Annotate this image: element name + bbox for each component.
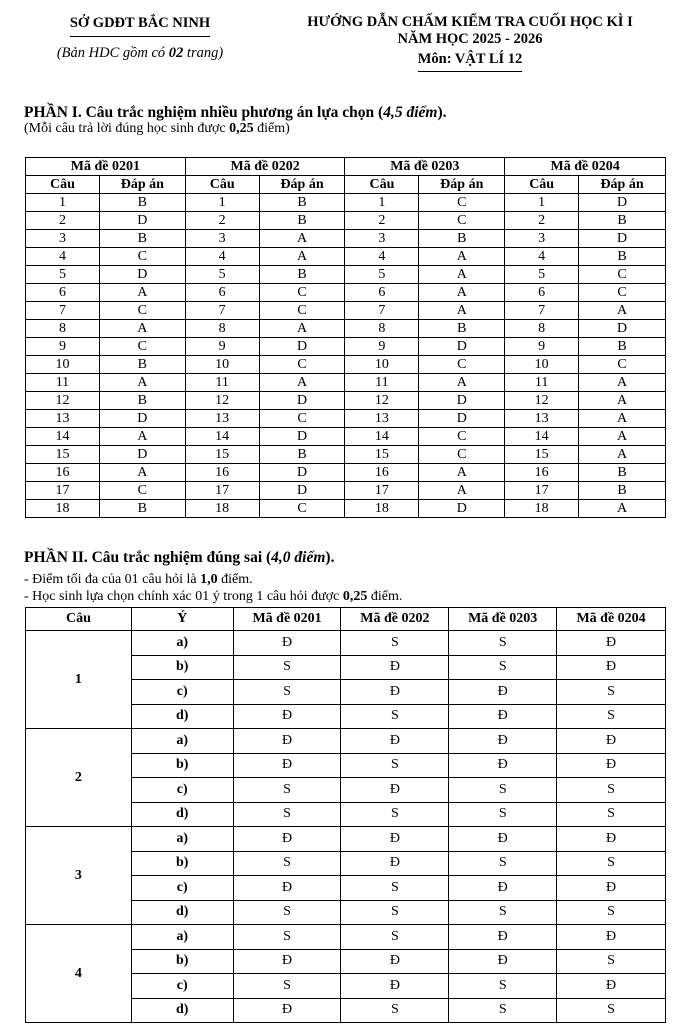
answer-cell: D [259,464,345,482]
answer-cell: D [99,446,185,464]
answer-cell: Đ [233,729,341,754]
item-label: c) [131,876,233,901]
answer-cell: Đ [341,949,449,974]
answer-cell: Đ [341,680,449,705]
header-right [270,14,670,72]
answer-cell: A [99,428,185,446]
answer-cell: S [557,900,666,925]
answer-cell: A [579,500,666,518]
item-label: d) [131,998,233,1023]
question-number: 13 [505,410,579,428]
question-number: 18 [26,500,100,518]
question-number: 4 [345,248,419,266]
answer-cell: Đ [233,949,341,974]
question-number: 7 [505,302,579,320]
answer-column-header: Đáp án [99,176,185,194]
item-label: a) [131,631,233,656]
question-number: 8 [505,320,579,338]
answer-cell: B [99,356,185,374]
answer-cell: S [341,925,449,950]
answer-cell: S [233,802,341,827]
answer-cell: A [419,482,505,500]
question-column-header: Câu [185,176,259,194]
answer-cell: Đ [449,925,557,950]
answer-cell: D [419,410,505,428]
question-number: 12 [26,392,100,410]
question-number: 5 [505,266,579,284]
question-number: 11 [345,374,419,392]
answer-cell: Đ [341,778,449,803]
answer-cell: B [99,194,185,212]
question-number: 11 [505,374,579,392]
answer-cell: A [419,248,505,266]
answer-row [26,230,666,248]
question-number: 3 [26,827,132,925]
question-number: 9 [505,338,579,356]
answer-cell: Đ [341,827,449,852]
question-number: 13 [345,410,419,428]
answer-cell: B [259,194,345,212]
item-label: c) [131,974,233,999]
question-number: 17 [505,482,579,500]
exam-code-header: Mã đề 0202 [341,608,449,631]
question-number: 17 [26,482,100,500]
question-number: 15 [345,446,419,464]
answer-row [26,320,666,338]
answer-cell: S [233,655,341,680]
exam-code-header: Mã đề 0204 [505,158,666,176]
answer-cell: D [419,338,505,356]
answer-row [26,482,666,500]
answer-cell: A [99,320,185,338]
question-number: 1 [345,194,419,212]
item-label: d) [131,900,233,925]
answer-cell: D [259,338,345,356]
answer-cell: A [419,302,505,320]
answer-cell: B [579,212,666,230]
answer-cell: Đ [557,925,666,950]
answer-cell: Đ [449,704,557,729]
answer-cell: B [579,338,666,356]
answer-cell: B [99,500,185,518]
answer-cell: B [419,230,505,248]
answer-cell: Đ [233,753,341,778]
answer-cell: D [259,392,345,410]
question-number: 3 [345,230,419,248]
question-number: 7 [185,302,259,320]
answer-cell: B [259,212,345,230]
answer-cell: A [419,284,505,302]
question-number: 13 [26,410,100,428]
answer-cell: S [449,974,557,999]
question-number: 5 [185,266,259,284]
answer-cell: A [579,446,666,464]
question-number: 7 [345,302,419,320]
question-number: 8 [345,320,419,338]
question-number: 17 [345,482,419,500]
answer-cell: Đ [557,827,666,852]
answer-cell: Đ [557,655,666,680]
answer-cell: D [419,500,505,518]
question-number: 10 [185,356,259,374]
answer-cell: A [579,410,666,428]
answer-cell: C [419,194,505,212]
answer-row [26,194,666,212]
answer-cell: S [557,704,666,729]
question-number: 2 [26,212,100,230]
answer-cell: Đ [233,827,341,852]
answer-cell: S [341,998,449,1023]
item-label: b) [131,753,233,778]
answer-cell: Đ [449,827,557,852]
question-number: 3 [505,230,579,248]
answer-cell: C [99,302,185,320]
answer-cell: B [579,464,666,482]
question-number: 5 [26,266,100,284]
answer-cell: D [99,212,185,230]
answer-cell: B [99,230,185,248]
answer-cell: S [341,753,449,778]
exam-code-header: Mã đề 0203 [345,158,505,176]
answer-cell: S [449,998,557,1023]
page-count-note: (Bản HDC gồm có 02 trang) [56,45,224,61]
item-column-header: Ý [131,608,233,631]
question-number: 1 [185,194,259,212]
answer-cell: S [557,998,666,1023]
answer-cell: D [99,266,185,284]
exam-code-header: Mã đề 0202 [185,158,345,176]
answer-cell: D [579,194,666,212]
question-number: 11 [185,374,259,392]
answer-cell: B [259,446,345,464]
answer-cell: S [557,680,666,705]
answer-row [26,464,666,482]
answer-cell: S [341,704,449,729]
answer-cell: C [419,428,505,446]
answer-cell: S [341,900,449,925]
answer-cell: S [341,802,449,827]
answer-cell: A [99,284,185,302]
answer-row [26,284,666,302]
question-column-header: Câu [505,176,579,194]
question-number: 9 [26,338,100,356]
question-number: 10 [345,356,419,374]
question-number: 2 [26,729,132,827]
question-number: 16 [26,464,100,482]
answer-cell: S [233,925,341,950]
answer-row [26,248,666,266]
question-number: 6 [505,284,579,302]
answer-cell: D [579,230,666,248]
answer-cell: S [557,949,666,974]
answer-column-header: Đáp án [419,176,505,194]
answer-cell: A [419,374,505,392]
question-number: 14 [185,428,259,446]
answer-cell: C [579,284,666,302]
answer-cell: A [579,392,666,410]
question-column-header: Câu [26,608,132,631]
question-number: 7 [26,302,100,320]
answer-cell: C [99,338,185,356]
answer-cell: D [259,428,345,446]
true-false-row [26,631,666,656]
answer-cell: Đ [557,631,666,656]
answer-cell: A [99,464,185,482]
question-number: 3 [185,230,259,248]
answer-cell: B [419,320,505,338]
question-number: 2 [185,212,259,230]
answer-cell: A [259,374,345,392]
item-label: c) [131,778,233,803]
exam-code-header: Mã đề 0203 [449,608,557,631]
answer-cell: A [99,374,185,392]
item-label: a) [131,925,233,950]
true-false-row [26,729,666,754]
answer-cell: S [449,851,557,876]
answer-cell: S [233,680,341,705]
question-number: 14 [505,428,579,446]
answer-cell: B [579,482,666,500]
answer-cell: Đ [233,631,341,656]
answer-cell: S [449,778,557,803]
answer-cell: A [579,428,666,446]
answer-cell: C [579,356,666,374]
subject-label: Môn: VẬT LÍ 12 [418,51,523,72]
question-number: 10 [505,356,579,374]
answer-cell: C [579,266,666,284]
answer-row [26,410,666,428]
part2-rule-2: - Học sinh lựa chọn chính xác 01 ý trong 1 câu hỏi được 0,25 điểm. [24,589,403,604]
true-false-row [26,827,666,852]
answer-cell: D [99,410,185,428]
answer-cell: C [259,302,345,320]
answer-cell: C [259,356,345,374]
question-number: 1 [505,194,579,212]
answer-cell: C [259,284,345,302]
answer-cell: C [419,356,505,374]
school-year: NĂM HỌC 2025 - 2026 [397,31,543,47]
item-label: a) [131,729,233,754]
question-number: 2 [505,212,579,230]
answer-cell: A [259,248,345,266]
answer-row [26,374,666,392]
question-number: 2 [345,212,419,230]
answer-cell: S [233,851,341,876]
document-title: HƯỚNG DẪN CHẤM KIỂM TRA CUỐI HỌC KÌ I [307,14,633,30]
question-number: 15 [505,446,579,464]
part2-rule-1: - Điểm tối đa của 01 câu hỏi là 1,0 điểm. [24,572,253,587]
answer-cell: Đ [449,876,557,901]
question-number: 15 [185,446,259,464]
question-number: 18 [345,500,419,518]
question-number: 6 [345,284,419,302]
answer-cell: C [259,410,345,428]
question-number: 8 [185,320,259,338]
answer-cell: S [233,974,341,999]
answer-row [26,212,666,230]
exam-code-header: Mã đề 0204 [557,608,666,631]
answer-cell: B [99,392,185,410]
answer-cell: S [233,778,341,803]
answer-cell: A [579,302,666,320]
question-number: 16 [505,464,579,482]
question-column-header: Câu [345,176,419,194]
question-number: 14 [26,428,100,446]
answer-cell: Đ [557,876,666,901]
answer-cell: Đ [233,876,341,901]
answer-row [26,302,666,320]
item-label: a) [131,827,233,852]
question-number: 13 [185,410,259,428]
answer-cell: Đ [449,680,557,705]
answer-cell: S [557,802,666,827]
answer-cell: S [557,851,666,876]
exam-code-header: Mã đề 0201 [26,158,186,176]
question-number: 3 [26,230,100,248]
question-number: 8 [26,320,100,338]
question-number: 4 [505,248,579,266]
answer-cell: Đ [233,704,341,729]
answer-cell: Đ [557,753,666,778]
question-number: 12 [345,392,419,410]
answer-row [26,446,666,464]
answer-cell: Đ [557,729,666,754]
answer-cell: B [579,248,666,266]
answer-cell: A [259,320,345,338]
item-label: d) [131,704,233,729]
question-number: 1 [26,631,132,729]
answer-cell: A [419,266,505,284]
answer-column-header: Đáp án [579,176,666,194]
item-label: c) [131,680,233,705]
true-false-row [26,925,666,950]
answer-cell: Đ [449,753,557,778]
answer-row [26,356,666,374]
answer-cell: Đ [341,655,449,680]
question-number: 11 [26,374,100,392]
item-label: d) [131,802,233,827]
page-count: 02 [168,45,184,61]
question-number: 9 [185,338,259,356]
answer-cell: C [419,446,505,464]
answer-cell: A [419,464,505,482]
answer-cell: S [449,900,557,925]
part1-note: (Mỗi câu trả lời đúng học sinh được 0,25 điểm) [24,121,290,136]
question-number: 1 [26,194,100,212]
answer-row [26,338,666,356]
question-number: 12 [185,392,259,410]
answer-column-header: Đáp án [259,176,345,194]
question-number: 6 [185,284,259,302]
answer-cell: C [419,212,505,230]
answer-cell: A [579,374,666,392]
question-number: 14 [345,428,419,446]
answer-cell: Đ [341,851,449,876]
item-label: b) [131,949,233,974]
header-left [30,14,250,62]
answer-cell: Đ [233,998,341,1023]
question-column-header: Câu [26,176,100,194]
answer-cell: S [233,900,341,925]
question-number: 18 [505,500,579,518]
answer-row [26,392,666,410]
answer-cell: Đ [449,949,557,974]
answer-cell: S [341,876,449,901]
answer-cell: D [419,392,505,410]
question-number: 15 [26,446,100,464]
question-number: 17 [185,482,259,500]
organization-name: SỞ GDĐT BẮC NINH [70,15,210,37]
question-number: 4 [185,248,259,266]
answer-row [26,500,666,518]
answer-cell: B [259,266,345,284]
answer-cell: Đ [449,729,557,754]
question-number: 4 [26,248,100,266]
answer-cell: S [341,631,449,656]
answer-cell: A [259,230,345,248]
answer-row [26,266,666,284]
question-number: 6 [26,284,100,302]
answer-cell: D [579,320,666,338]
answer-row [26,428,666,446]
answer-cell: S [449,631,557,656]
part1-heading: PHẦN I. Câu trắc nghiệm nhiều phương án lựa chọn (4,5 điểm). [24,104,447,121]
question-number: 12 [505,392,579,410]
question-number: 5 [345,266,419,284]
answer-cell: C [99,248,185,266]
answer-cell: D [259,482,345,500]
item-label: b) [131,655,233,680]
answer-cell: C [99,482,185,500]
answer-cell: Đ [341,729,449,754]
answer-cell: S [449,655,557,680]
answer-cell: S [449,802,557,827]
answer-cell: C [259,500,345,518]
question-number: 18 [185,500,259,518]
question-number: 10 [26,356,100,374]
question-number: 4 [26,925,132,1023]
answer-cell: S [557,778,666,803]
part2-answer-table [25,607,666,1023]
part1-answer-table [25,157,666,518]
question-number: 9 [345,338,419,356]
question-number: 16 [345,464,419,482]
part2-heading: PHẦN II. Câu trắc nghiệm đúng sai (4,0 điểm). [24,549,335,566]
answer-cell: Đ [341,974,449,999]
question-number: 16 [185,464,259,482]
answer-cell: Đ [557,974,666,999]
item-label: b) [131,851,233,876]
exam-code-header: Mã đề 0201 [233,608,341,631]
